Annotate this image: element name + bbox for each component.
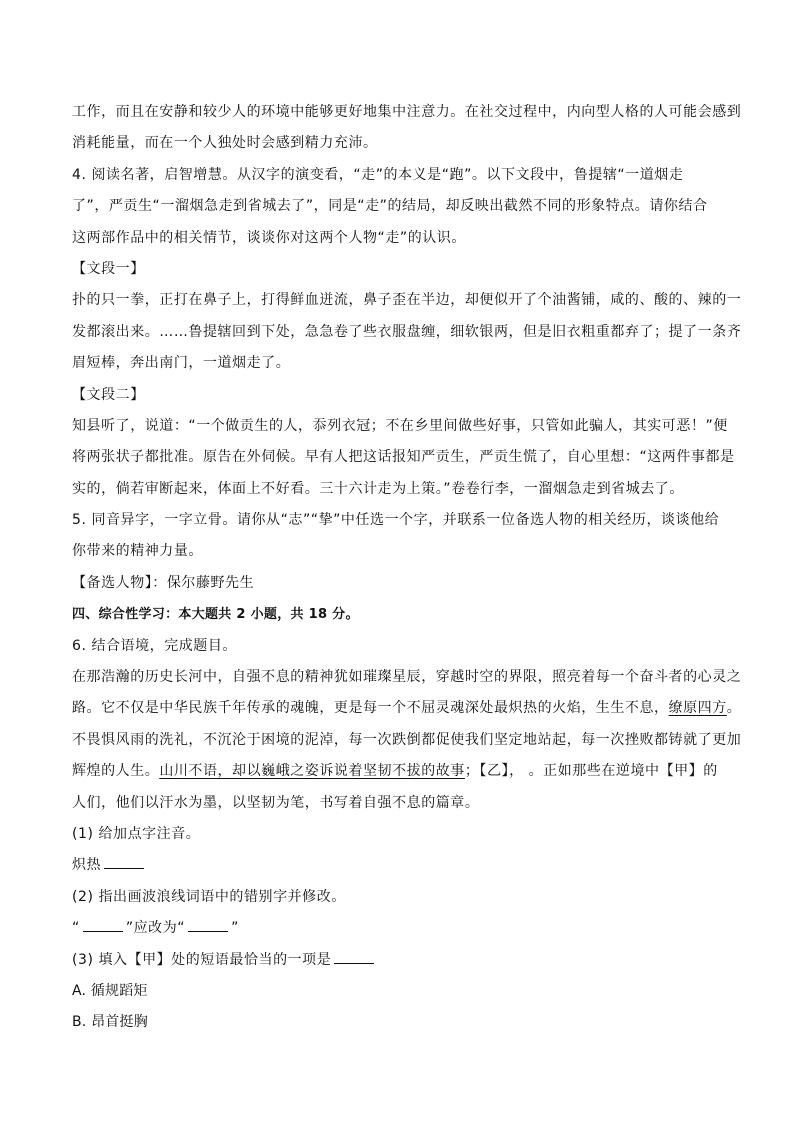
answer-blank[interactable] <box>83 919 123 932</box>
option-b: B. 昂首挺胸 <box>72 1014 148 1031</box>
excerpt-2-line: 知县听了，说道：“一个做贡生的人，忝列衣冠；不在乡里间做些好事，只管如此骗人，其实可恶！”便 <box>72 417 728 434</box>
excerpt-1-heading: 【文段一】 <box>72 260 145 277</box>
correction-answer-line: “ ”应改为“ ” <box>72 920 239 937</box>
paragraph-line: 工作，而且在安静和较少人的环境中能够更好地集中注意力。在社交过程中，内向型人格的人可能会感到 <box>72 104 742 120</box>
option-a: A. 循规蹈矩 <box>72 982 148 999</box>
subquestion-3: (3) 填入【甲】处的短语最恰当的一项是 <box>72 945 722 976</box>
answer-blank[interactable] <box>334 951 374 964</box>
excerpt-2-heading: 【文段二】 <box>72 386 145 403</box>
passage-line: 不畏惧风雨的洗礼，不沉沦于困境的泥淖，每一次跌倒都促使我们坚定地站起，每一次挫败都铸就了更加 <box>72 731 742 748</box>
passage-line: 路。它不仅是中华民族千年传承的魂魄，更是每一个不屈灵魂深处最炽热的火焰，生生不息，缭原四方。 <box>72 700 742 717</box>
wavy-underlined-word: 缭原四方 <box>668 700 727 717</box>
excerpt-2-line: 实的，倘若审断起来，体面上不好看。三十六计走为上策。”卷卷行李，一溜烟急走到省城去了。 <box>72 480 684 497</box>
candidate-people: 【备选人物】：保尔藤野先生 <box>72 574 255 591</box>
answer-blank[interactable] <box>188 919 228 932</box>
question-5-line: 5. 同音异字，一字立骨。请你从“志”“挚”中任选一个字，并联系一位备选人物的相关经历，谈谈他给 <box>72 512 720 529</box>
passage-line: 在那浩瀚的历史长河中，自强不息的精神犹如璀璨星辰，穿越时空的界限，照亮着每一个奋斗者的心灵之 <box>72 669 742 686</box>
answer-blank[interactable] <box>104 856 144 869</box>
section-heading: 四、综合性学习：本大题共 2 小题，共 18 分。 <box>72 607 359 623</box>
question-4-line: 了”，严贡生“一溜烟急走到省城去了”，同是“走”的结局，却反映出截然不同的形象特点。请你结合 <box>72 198 708 215</box>
excerpt-2-line: 将两张状子都批准。原告在外伺候。早有人把这话报知严贡生，严贡生慌了，自心里想：“这两件事都是 <box>72 449 735 466</box>
passage-line: 人们，他们以汗水为墨，以坚韧为笔，书写着自强不息的篇章。 <box>72 794 480 811</box>
question-4-line: 4. 阅读名著，启智增慧。从汉字的演变看，“走”的本义是“跑”。以下文段中，鲁提辖“一道烟走 <box>72 166 684 183</box>
pinyin-answer-line: 炽热 <box>72 850 722 881</box>
document-page <box>72 97 742 1039</box>
question-5-line: 你带来的精神力量。 <box>72 543 203 560</box>
question-6-prompt: 6. 结合语境，完成题目。 <box>72 637 237 654</box>
passage-line: 辉煌的人生。山川不语，却以巍峨之姿诉说着坚韧不拔的故事；【乙】， 。正如那些在逆境中【甲】的 <box>72 763 718 780</box>
subquestion-1: (1) 给加点字注音。 <box>72 825 201 842</box>
excerpt-1-line: 扑的只一拳，正打在鼻子上，打得鲜血迸流，鼻子歪在半边，却便似开了个油酱铺，咸的、酸的、辣的一 <box>72 292 742 309</box>
subquestion-2: (2) 指出画波浪线词语中的错别字并修改。 <box>72 888 346 905</box>
paragraph-line: 消耗能量，而在一个人独处时会感到精力充沛。 <box>72 135 378 152</box>
excerpt-1-line: 发都滚出来。……鲁提辖回到下处，急急卷了些衣服盘缠，细软银两，但是旧衣粗重都弃了；提了一条齐 <box>72 323 742 340</box>
excerpt-1-line: 眉短棒，奔出南门，一道烟走了。 <box>72 355 291 372</box>
underlined-sentence: 山川不语，却以巍峨之姿诉说着坚韧不拔的故事 <box>159 763 465 780</box>
question-4-line: 这两部作品中的相关情节，谈谈你对这两个人物“走”的认识。 <box>72 229 466 246</box>
